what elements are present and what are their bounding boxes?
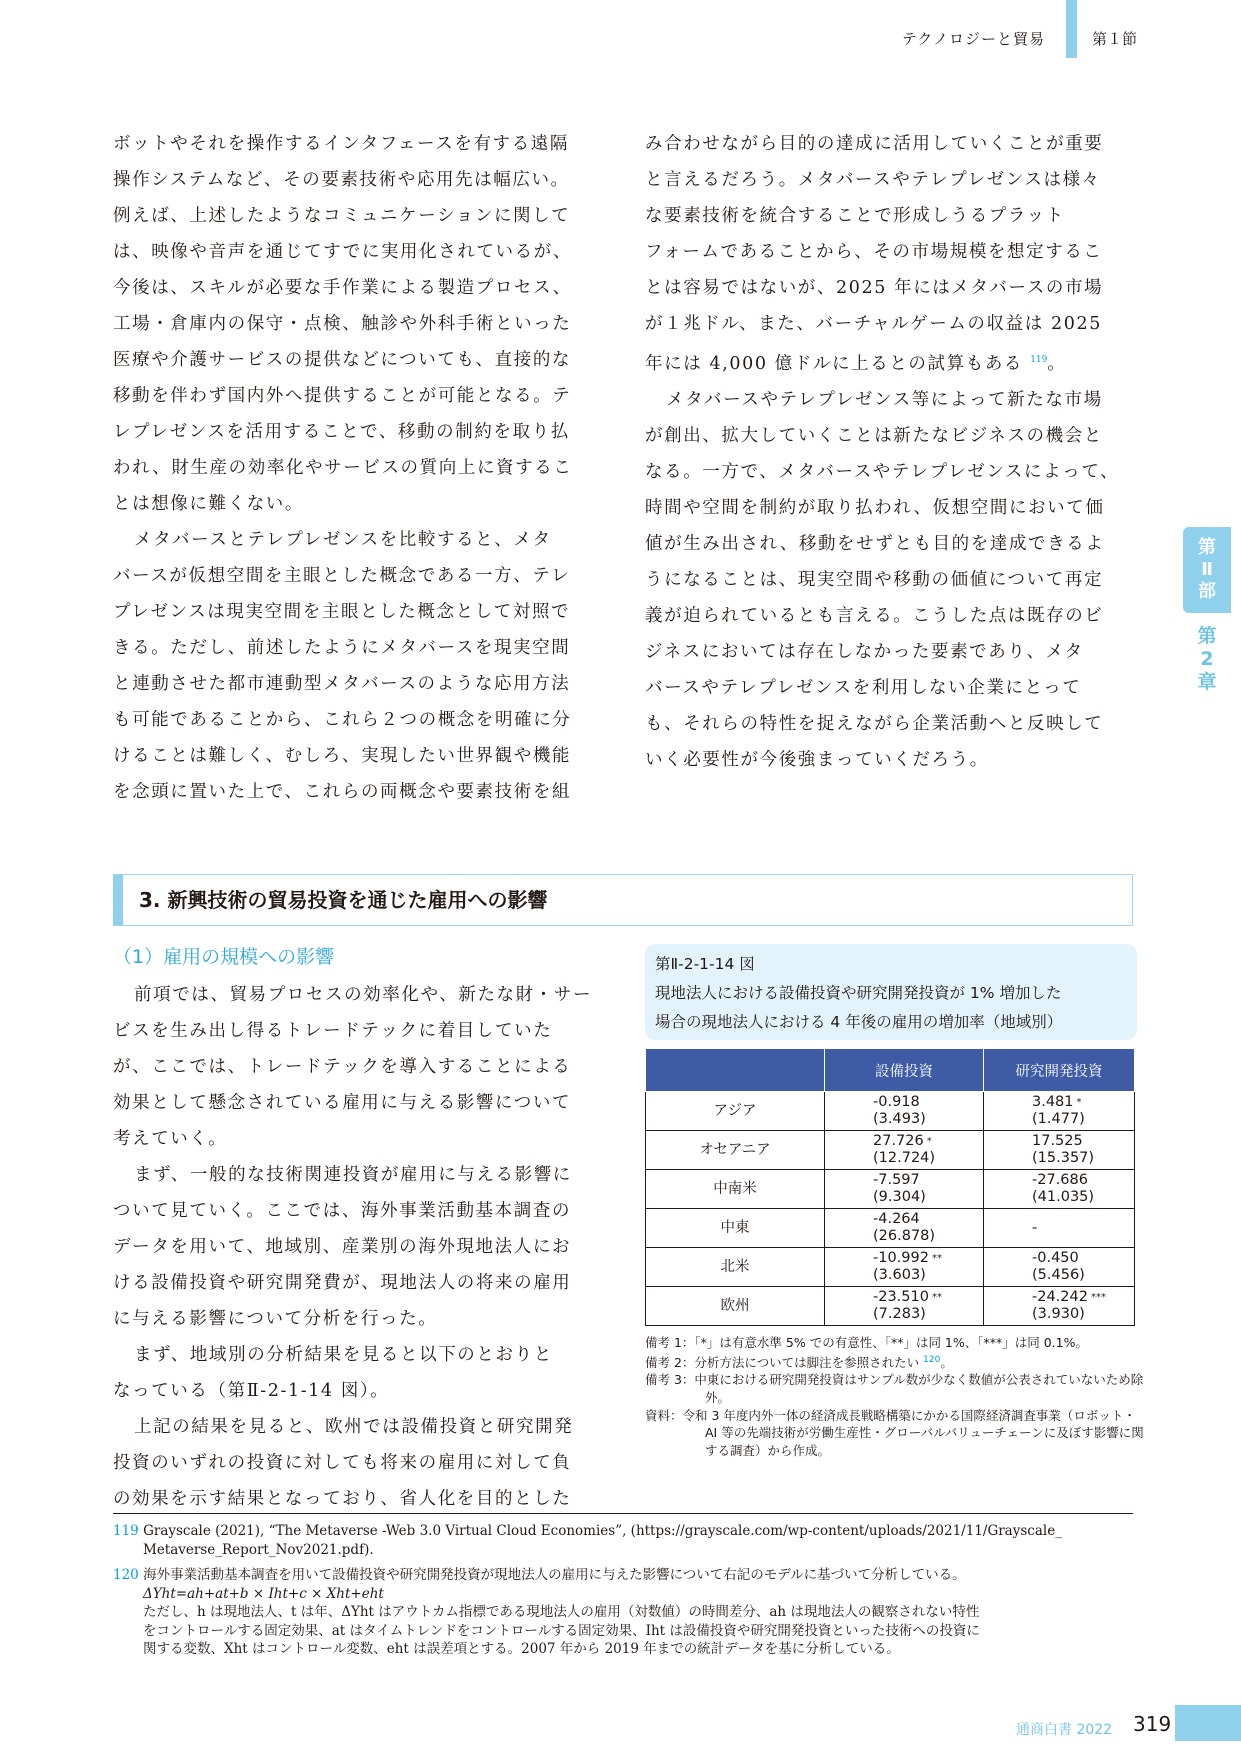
footnote-line: Metaverse_Report_Nov2021.pdf). — [143, 1541, 374, 1558]
footnote-line: 関する変数、Xht はコントロール変数、eht は誤差項とする。2007 年から 2019 年までの統計データを基に分析している。 — [143, 1641, 900, 1657]
text-line: が創出、拡大していくことは新たなビジネスの機会と — [645, 425, 1103, 446]
standard-error: (12.724) — [873, 1150, 936, 1166]
text-line: み合わせながら目的の達成に活用していくことが重要 — [645, 134, 1104, 154]
rd-cell — [984, 1209, 1135, 1248]
text-line: ビスを生み出し得るトレードテックに着目していた — [113, 1021, 553, 1041]
coefficient-value: -10.992 — [873, 1250, 929, 1266]
rd-cell — [984, 1170, 1135, 1209]
text-line: 投資のいずれの投資に対しても将来の雇用に対して負 — [113, 1453, 572, 1473]
footnote-119 — [113, 1522, 1143, 1559]
running-header-title: テクノロジーと貿易 — [901, 30, 1045, 48]
text-line: ける設備投資や研究開発費が、現地法人の将来の雇用 — [113, 1273, 572, 1293]
text-line: バースやテレプレゼンスを利用しない企業にとって — [645, 677, 1082, 698]
coefficient — [873, 1094, 983, 1111]
text-line — [645, 342, 1145, 382]
significance-marker: ** — [931, 1253, 942, 1264]
footnote-divider — [113, 1513, 1133, 1514]
coefficient — [1032, 1133, 1134, 1150]
capex-cell — [825, 1248, 984, 1287]
coefficient — [873, 1250, 983, 1267]
region-cell: 中東 — [646, 1209, 825, 1248]
capex-cell — [825, 1287, 984, 1326]
chapter-tab-char: 章 — [1197, 671, 1217, 693]
text-line: まず、一般的な技術関連投資が雇用に与える影響に — [134, 1165, 572, 1185]
text-line: が１兆ドル、また、バーチャルゲームの収益は 2025 — [645, 314, 1102, 334]
footnote-120 — [113, 1566, 1143, 1659]
text-line: 義が迫られているとも言える。こうした点は既存のビ — [645, 605, 1104, 626]
table-header-capex: 設備投資 — [825, 1049, 984, 1092]
coefficient — [873, 1211, 983, 1228]
standard-error: (1.477) — [1032, 1111, 1085, 1127]
table-row — [646, 1131, 1135, 1170]
coefficient — [873, 1133, 983, 1150]
standard-error: (7.283) — [873, 1306, 926, 1322]
text-line: と言えるだろう。メタバースやテレプレゼンスは様々 — [645, 170, 1101, 190]
footnote-ref-120[interactable]: 120 — [923, 1354, 941, 1365]
standard-error: (9.304) — [873, 1189, 926, 1205]
text-line: 今後は、スキルが必要な手作業による製造プロセス、 — [113, 278, 572, 298]
coefficient-value: 3.481 — [1032, 1094, 1074, 1110]
text-line: レプレゼンスを活用することで、移動の制約を取り払 — [113, 422, 570, 442]
footnote-text: Grayscale (2021), “The Metaverse -Web 3.0 Virtual Cloud Economies”, (https://grayscale.com/wp-content/uploads/2021/11/Grayscale_ — [143, 1523, 1062, 1539]
running-header-section: 第１節 — [1092, 30, 1138, 48]
publication-name: 通商白書 2022 — [1016, 1722, 1113, 1738]
coefficient-value: -0.918 — [873, 1094, 920, 1110]
text-line: と連動させた都市連動型メタバースのような応用方法 — [113, 674, 571, 694]
coefficient-value: - — [1032, 1219, 1038, 1236]
text-line: の効果を示す結果となっており、省人化を目的とした — [113, 1489, 572, 1509]
period: 。 — [1047, 353, 1067, 374]
table-row — [646, 1170, 1135, 1209]
note-line — [645, 1352, 1145, 1372]
text-line: きる。ただし、前述したようにメタバースを現実空間 — [113, 638, 571, 658]
text-line: 値が生み出され、移動をせずとも目的を達成できるよ — [645, 533, 1105, 554]
footnote-line: をコントロールする固定効果、at はタイムトレンドをコントロールする固定効果、Iht は設備投資や研究開発投資といった技術への投資に — [143, 1622, 980, 1639]
footer-accent-bar — [1175, 1705, 1241, 1741]
right-column-upper — [645, 126, 1145, 778]
significance-marker: * — [1076, 1097, 1082, 1108]
subsection-heading: （1）雇用の規模への影響 — [113, 946, 335, 968]
capex-cell — [825, 1170, 984, 1209]
text-line: けることは難しく、むしろ、実現したい世界観や機能 — [113, 746, 572, 766]
table-row — [646, 1287, 1135, 1326]
left-column-upper — [113, 126, 613, 810]
text-line: 移動を伴わず国内外へ提供することが可能となる。テ — [113, 386, 572, 406]
footnote-number: 120 — [113, 1567, 139, 1583]
footnote-line — [113, 1566, 1143, 1585]
text-line: メタバースやテレプレゼンス等によって新たな市場 — [666, 389, 1103, 410]
coefficient — [873, 1289, 983, 1306]
region-cell: 欧州 — [646, 1287, 825, 1326]
capex-cell — [825, 1209, 984, 1248]
text-line: も可能であることから、これら２つの概念を明確に分 — [113, 710, 572, 730]
footnote-text: 海外事業活動基本調査を用いて設備投資や研究開発投資が現地法人の雇用に与えた影響について右記のモデルに基づいて分析している。 — [143, 1567, 966, 1583]
capex-cell — [825, 1131, 984, 1170]
part-tab-char: Ⅱ — [1201, 559, 1213, 580]
text-line: ついて見ていく。ここでは、海外事業活動基本調査の — [113, 1201, 572, 1221]
text-line: は、映像や音声を通じてすでに実用化されているが、 — [113, 242, 572, 262]
standard-error: (5.456) — [1032, 1267, 1085, 1283]
coefficient-value: 27.726 — [873, 1133, 924, 1149]
text-line: が、ここでは、トレードテックを導入することによる — [113, 1057, 572, 1077]
period: 。 — [940, 1354, 953, 1370]
note-text: 備考 2：分析方法については脚注を参照されたい — [645, 1354, 920, 1370]
table-row — [646, 1209, 1135, 1248]
standard-error: (41.035) — [1032, 1189, 1095, 1205]
text-line: フォームであることから、その市場規模を想定するこ — [645, 242, 1103, 262]
text-line: 時間や空間を制約が取り払われ、仮想空間において価 — [645, 497, 1105, 518]
coefficient-value: -4.264 — [873, 1211, 920, 1227]
rd-cell — [984, 1248, 1135, 1287]
table-header-rd: 研究開発投資 — [984, 1049, 1135, 1092]
region-cell: オセアニア — [646, 1131, 825, 1170]
chapter-tab-char: 2 — [1200, 648, 1214, 670]
text-line: に与える影響について分析を行った。 — [113, 1309, 438, 1329]
standard-error: (3.493) — [873, 1111, 926, 1127]
rd-cell — [984, 1092, 1135, 1131]
text-line: なる。一方で、メタバースやテレプレゼンスによって、 — [645, 461, 1120, 482]
text-line: 効果として懸念されている雇用に与える影響について — [113, 1093, 572, 1113]
text-line: 操作システムなど、その要素技術や応用先は幅広い。 — [113, 170, 570, 190]
text-line: データを用いて、地域別、産業別の海外現地法人にお — [113, 1237, 572, 1257]
figure-notes — [645, 1334, 1145, 1459]
part-tab-char: 部 — [1198, 581, 1216, 602]
region-cell: アジア — [646, 1092, 825, 1131]
footnote-formula: ΔYht=ah+at+b × Iht+c × Xht+eht — [143, 1585, 384, 1602]
coefficient-value: -0.450 — [1032, 1250, 1079, 1266]
coefficient-value: -7.597 — [873, 1172, 920, 1188]
chapter-tab-char: 第 — [1197, 625, 1217, 647]
note-line: 資料：令和 3 年度内外一体の経済成長戦略構築にかかる国際経済調査事業（ロボット・AI 等の先端技術が労働生産性・グローバルバリューチェーンに及ぼす影響に関する調査）から作成。 — [645, 1407, 1144, 1458]
text-line: いく必要性が今後強まっていくだろう。 — [645, 749, 989, 770]
footnote-ref-119[interactable]: 119 — [1030, 355, 1048, 365]
region-cell: 中南米 — [646, 1170, 825, 1209]
significance-marker: *** — [1090, 1292, 1106, 1303]
figure-title-line: 現地法人における設備投資や研究開発投資が 1% 増加した — [655, 984, 1062, 1002]
text-line: メタバースとテレプレゼンスを比較すると、メタ — [134, 530, 552, 550]
table-header-blank — [646, 1049, 825, 1092]
section-heading: 3. 新興技術の貿易投資を通じた雇用への影響 — [113, 874, 1133, 926]
text-line: まず、地域別の分析結果を見ると以下のとおりと — [134, 1345, 553, 1365]
text-line: 工場・倉庫内の保守・点検、触診や外科手術といった — [113, 314, 572, 334]
text-line: を念頭に置いた上で、これらの両概念や要素技術を組 — [113, 782, 572, 802]
rd-cell — [984, 1287, 1135, 1326]
table-row — [646, 1248, 1135, 1287]
coefficient-value: -27.686 — [1032, 1172, 1088, 1188]
note-line: 備考 1：「*」は有意水準 5% での有意性、「**」は同 1%、「***」は同 0.1%。 — [645, 1335, 1088, 1350]
standard-error: (3.930) — [1032, 1306, 1085, 1322]
figure-number: 第Ⅱ-2-1-14 図 — [655, 955, 755, 973]
figure-title-line: 場合の現地法人における 4 年後の雇用の増加率（地域別） — [655, 1013, 1063, 1031]
part-tab[interactable] — [1183, 527, 1231, 613]
text-line: 上記の結果を見ると、欧州では設備投資と研究開発 — [134, 1417, 574, 1437]
text-line: ジネスにおいては存在しなかった要素であり、メタ — [645, 641, 1084, 662]
standard-error: (15.357) — [1032, 1150, 1095, 1166]
text-line: とは容易ではないが、2025 年にはメタバースの市場 — [645, 278, 1104, 298]
footnote-number: 119 — [113, 1523, 139, 1539]
text-line: プレゼンスは現実空間を主眼とした概念として対照で — [113, 602, 571, 622]
coefficient — [1032, 1094, 1134, 1111]
significance-marker: * — [926, 1136, 932, 1147]
page-number: 319 — [1133, 1712, 1172, 1736]
text-line: とは想像に難くない。 — [113, 494, 304, 514]
coefficient — [873, 1172, 983, 1189]
footnote-line — [113, 1522, 1143, 1541]
text-line: な要素技術を統合することで形成しうるプラット — [645, 206, 1065, 226]
capex-cell — [825, 1092, 984, 1131]
rd-cell — [984, 1131, 1135, 1170]
chapter-tab[interactable] — [1183, 625, 1231, 694]
text-line-content: 年には 4,000 億ドルに上るとの試算もある — [645, 353, 1024, 374]
part-tab-char: 第 — [1198, 537, 1216, 558]
regression-table — [645, 1048, 1135, 1326]
header-accent-bar — [1066, 0, 1077, 58]
text-line: 前項では、貿易プロセスの効率化や、新たな財・サー — [134, 985, 593, 1005]
text-line: 例えば、上述したようなコミュニケーションに関して — [113, 206, 571, 226]
left-column-lower — [113, 977, 613, 1517]
table-row — [646, 1092, 1135, 1131]
standard-error: (3.603) — [873, 1267, 926, 1283]
table-header-row — [646, 1049, 1135, 1092]
text-line: われ、財生産の効率化やサービスの質向上に資するこ — [113, 458, 573, 478]
region-cell: 北米 — [646, 1248, 825, 1287]
text-line: なっている（第Ⅱ-2-1-14 図）。 — [113, 1381, 390, 1401]
standard-error: (26.878) — [873, 1228, 936, 1244]
coefficient — [1032, 1289, 1134, 1306]
text-line: ボットやそれを操作するインタフェースを有する遠隔 — [113, 134, 569, 154]
text-line: バースが仮想空間を主眼とした概念である一方、テレ — [113, 566, 571, 586]
significance-marker: ** — [931, 1292, 942, 1303]
figure-caption-box — [645, 944, 1137, 1040]
text-line: うになることは、現実空間や移動の価値について再定 — [645, 569, 1104, 590]
text-line: も、それらの特性を捉えながら企業活動へと反映して — [645, 713, 1104, 734]
coefficient — [1032, 1250, 1134, 1267]
coefficient-value: -24.242 — [1032, 1289, 1088, 1305]
coefficient-value: -23.510 — [873, 1289, 929, 1305]
note-line: 備考 3：中東における研究開発投資はサンプル数が少なく数値が公表されていないため除外。 — [645, 1372, 1144, 1405]
footnote-line: ただし、h は現地法人、t は年、ΔYht はアウトカム指標である現地法人の雇用（対数値）の時間差分、ah は現地法人の観察されない特性 — [143, 1604, 980, 1620]
coefficient — [1032, 1172, 1134, 1189]
coefficient — [1032, 1220, 1134, 1237]
coefficient-value: 17.525 — [1032, 1133, 1083, 1149]
text-line: 考えていく。 — [113, 1129, 228, 1149]
text-line: 医療や介護サービスの提供などについても、直接的な — [113, 350, 572, 370]
